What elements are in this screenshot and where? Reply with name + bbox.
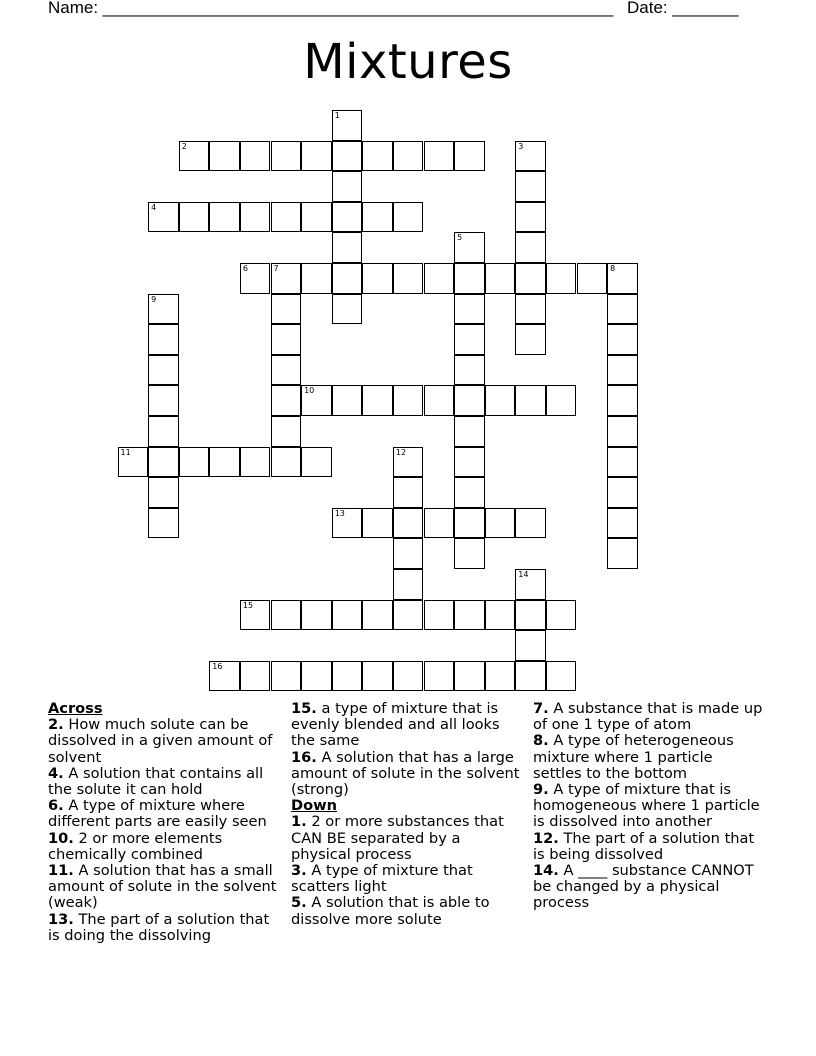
crossword-cell[interactable] xyxy=(515,171,546,202)
across-clue: 2. How much solute can be dissolved in a given amount of solvent xyxy=(48,716,273,766)
down-clue: 8. A type of heterogeneous mixture where 1 particle settles to the bottom xyxy=(533,732,734,782)
crossword-cell[interactable] xyxy=(271,661,302,692)
crossword-cell[interactable] xyxy=(424,508,455,539)
crossword-cell[interactable] xyxy=(454,294,485,325)
crossword-cell[interactable] xyxy=(454,141,485,172)
clue-number: 3 xyxy=(518,141,524,151)
crossword-cell[interactable] xyxy=(362,263,393,294)
crossword-cell[interactable] xyxy=(148,355,179,386)
crossword-cell[interactable] xyxy=(301,141,332,172)
crossword-cell[interactable] xyxy=(209,141,240,172)
crossword-cell[interactable] xyxy=(301,600,332,631)
crossword-cell[interactable] xyxy=(393,538,424,569)
across-clue: 15. a type of mixture that is evenly blended and all looks the same xyxy=(291,700,500,750)
clue-number: 13 xyxy=(334,508,345,518)
down-heading: Down xyxy=(291,797,338,815)
clues-column-1 xyxy=(48,701,280,944)
crossword-cell[interactable] xyxy=(271,263,302,294)
crossword-cell[interactable] xyxy=(515,661,546,692)
crossword-cell[interactable] xyxy=(332,232,363,263)
crossword-cell[interactable] xyxy=(607,477,638,508)
crossword-cell[interactable] xyxy=(393,447,424,478)
crossword-cell[interactable] xyxy=(424,385,455,416)
crossword-cell[interactable] xyxy=(179,447,210,478)
crossword-cell[interactable] xyxy=(332,600,363,631)
down-clue: 14. A ____ substance CANNOT be changed by a physical process xyxy=(533,862,754,912)
crossword-cell[interactable] xyxy=(271,355,302,386)
crossword-cell[interactable] xyxy=(515,263,546,294)
crossword-cell[interactable] xyxy=(454,600,485,631)
crossword-cell[interactable] xyxy=(454,661,485,692)
crossword-cell[interactable] xyxy=(240,447,271,478)
crossword-cell[interactable] xyxy=(362,600,393,631)
crossword-cell[interactable] xyxy=(393,569,424,600)
crossword-cell[interactable] xyxy=(607,324,638,355)
crossword-cell[interactable] xyxy=(332,508,363,539)
crossword-cell[interactable] xyxy=(332,110,363,141)
crossword-cell[interactable] xyxy=(485,385,516,416)
crossword-cell[interactable] xyxy=(546,263,577,294)
crossword-cell[interactable] xyxy=(607,416,638,447)
crossword-cell[interactable] xyxy=(362,141,393,172)
crossword-cell[interactable] xyxy=(301,263,332,294)
clues-column-2 xyxy=(291,701,523,928)
crossword-cell[interactable] xyxy=(424,600,455,631)
down-clue: 12. The part of a solution that is being dissolved xyxy=(533,829,755,863)
across-clue: 6. A type of mixture where different parts are easily seen xyxy=(48,797,267,831)
crossword-cell[interactable] xyxy=(607,355,638,386)
crossword-cell[interactable] xyxy=(393,661,424,692)
clue-number: 15 xyxy=(242,600,254,610)
down-clue: 1. 2 or more substances that CAN BE separated by a physical process xyxy=(291,813,504,863)
crossword-cell[interactable] xyxy=(454,232,485,263)
across-heading: Across xyxy=(48,700,103,717)
crossword-cell[interactable] xyxy=(271,294,302,325)
crossword-cell[interactable] xyxy=(515,600,546,631)
crossword-cell[interactable] xyxy=(454,324,485,355)
crossword-cell[interactable] xyxy=(546,600,577,631)
crossword-cell[interactable] xyxy=(240,661,271,692)
clue-number: 1 xyxy=(334,111,340,120)
crossword-cell[interactable] xyxy=(209,447,240,478)
clue-number: 11 xyxy=(120,447,131,457)
crossword-cell[interactable] xyxy=(454,477,485,508)
crossword-cell[interactable] xyxy=(607,263,638,294)
crossword-cell[interactable] xyxy=(424,263,455,294)
crossword-cell[interactable] xyxy=(332,263,363,294)
across-clue: 13. The part of a solution that is doing the dissolving xyxy=(48,910,270,944)
crossword-cell[interactable] xyxy=(209,202,240,233)
crossword-cell[interactable] xyxy=(454,263,485,294)
down-clue: 3. A type of mixture that scatters light xyxy=(291,862,473,896)
name-line: Name: ______________________________________________________ xyxy=(48,0,614,17)
crossword-cell[interactable] xyxy=(454,538,485,569)
down-clue: 9. A type of mixture that is homogeneous where 1 particle is dissolved into another xyxy=(533,781,760,831)
clue-number: 4 xyxy=(151,202,157,212)
crossword-cell[interactable] xyxy=(454,416,485,447)
crossword-cell[interactable] xyxy=(271,202,302,233)
crossword-cell[interactable] xyxy=(301,447,332,478)
crossword-cell[interactable] xyxy=(271,324,302,355)
crossword-cell[interactable] xyxy=(148,508,179,539)
crossword-cell[interactable] xyxy=(546,385,577,416)
crossword-cell[interactable] xyxy=(362,508,393,539)
crossword-cell[interactable] xyxy=(515,294,546,325)
crossword-cell[interactable] xyxy=(454,385,485,416)
crossword-cell[interactable] xyxy=(393,202,424,233)
crossword-cell[interactable] xyxy=(179,141,210,172)
crossword-cell[interactable] xyxy=(240,263,271,294)
crossword-cell[interactable] xyxy=(515,569,546,600)
crossword-cell[interactable] xyxy=(332,385,363,416)
crossword-cell[interactable] xyxy=(485,600,516,631)
crossword-cell[interactable] xyxy=(240,202,271,233)
crossword-cell[interactable] xyxy=(148,202,179,233)
crossword-cell[interactable] xyxy=(332,294,363,325)
crossword-cell[interactable] xyxy=(148,324,179,355)
crossword-cell[interactable] xyxy=(454,447,485,478)
crossword-cell[interactable] xyxy=(148,294,179,325)
crossword-cell[interactable] xyxy=(271,416,302,447)
crossword-cell[interactable] xyxy=(209,661,240,692)
clue-number: 9 xyxy=(151,294,157,304)
clue-number: 2 xyxy=(181,141,187,151)
crossword-cell[interactable] xyxy=(393,600,424,631)
crossword-cell[interactable] xyxy=(240,600,271,631)
crossword-cell[interactable] xyxy=(271,600,302,631)
crossword-cell[interactable] xyxy=(515,630,546,661)
clue-number: 10 xyxy=(304,386,315,396)
crossword-cell[interactable] xyxy=(607,508,638,539)
crossword-cell[interactable] xyxy=(454,355,485,386)
crossword-cell[interactable] xyxy=(393,263,424,294)
crossword-cell[interactable] xyxy=(148,477,179,508)
crossword-cell[interactable] xyxy=(179,202,210,233)
crossword-cell[interactable] xyxy=(148,447,179,478)
crossword-cell[interactable] xyxy=(424,141,455,172)
crossword-cell[interactable] xyxy=(362,661,393,692)
crossword-cell[interactable] xyxy=(271,141,302,172)
crossword-cell[interactable] xyxy=(515,202,546,233)
crossword-cell[interactable] xyxy=(332,141,363,172)
crossword-cell[interactable] xyxy=(148,416,179,447)
crossword-cell[interactable] xyxy=(424,661,455,692)
clue-number: 8 xyxy=(610,264,616,273)
crossword-cell[interactable] xyxy=(393,477,424,508)
clue-number: 5 xyxy=(457,233,463,243)
clue-number: 16 xyxy=(212,661,223,671)
crossword-cell[interactable] xyxy=(515,385,546,416)
page-title: Mixtures xyxy=(303,34,513,90)
clue-number: 7 xyxy=(273,264,279,273)
clue-number: 12 xyxy=(395,447,407,457)
crossword-cell[interactable] xyxy=(485,263,516,294)
crossword-cell[interactable] xyxy=(301,202,332,233)
crossword-cell[interactable] xyxy=(485,661,516,692)
crossword-cell[interactable] xyxy=(515,324,546,355)
clues-column-3 xyxy=(533,701,765,912)
across-clue: 16. A solution that has a large amount of solute in the solvent (strong) xyxy=(291,748,520,799)
clue-number: 6 xyxy=(242,264,248,273)
crossword-cell[interactable] xyxy=(332,171,363,202)
crossword-cell[interactable] xyxy=(515,232,546,263)
clue-number: 14 xyxy=(518,570,529,579)
crossword-cell[interactable] xyxy=(607,294,638,325)
crossword-cell[interactable] xyxy=(332,661,363,692)
crossword-cell[interactable] xyxy=(607,538,638,569)
crossword-cell[interactable] xyxy=(148,385,179,416)
crossword-cell[interactable] xyxy=(271,385,302,416)
down-clue: 5. A solution that is able to dissolve more solute xyxy=(291,894,490,928)
crossword-cell[interactable] xyxy=(607,447,638,478)
crossword-cell[interactable] xyxy=(362,202,393,233)
crossword-cell[interactable] xyxy=(362,385,393,416)
crossword-cell[interactable] xyxy=(454,508,485,539)
crossword-cell[interactable] xyxy=(515,508,546,539)
crossword-cell[interactable] xyxy=(393,385,424,416)
across-clue: 4. A solution that contains all the solute it can hold xyxy=(48,764,264,799)
crossword-cell[interactable] xyxy=(332,202,363,233)
crossword-cell[interactable] xyxy=(240,141,271,172)
across-clue: 10. 2 or more elements chemically combined xyxy=(48,829,223,863)
crossword-cell[interactable] xyxy=(515,141,546,172)
crossword-cell[interactable] xyxy=(118,447,149,478)
crossword-cell[interactable] xyxy=(485,508,516,539)
crossword-cell[interactable] xyxy=(546,661,577,692)
crossword-cell[interactable] xyxy=(607,385,638,416)
crossword-cell[interactable] xyxy=(393,141,424,172)
crossword-cell[interactable] xyxy=(393,508,424,539)
crossword-cell[interactable] xyxy=(301,661,332,692)
down-clue: 7. A substance that is made up of one 1 type of atom xyxy=(533,700,763,734)
date-line: Date: _______ xyxy=(627,0,739,17)
crossword-cell[interactable] xyxy=(577,263,608,294)
crossword-cell[interactable] xyxy=(301,385,332,416)
across-clue: 11. A solution that has a small amount of solute in the solvent (weak) xyxy=(48,862,277,912)
crossword-cell[interactable] xyxy=(271,447,302,478)
